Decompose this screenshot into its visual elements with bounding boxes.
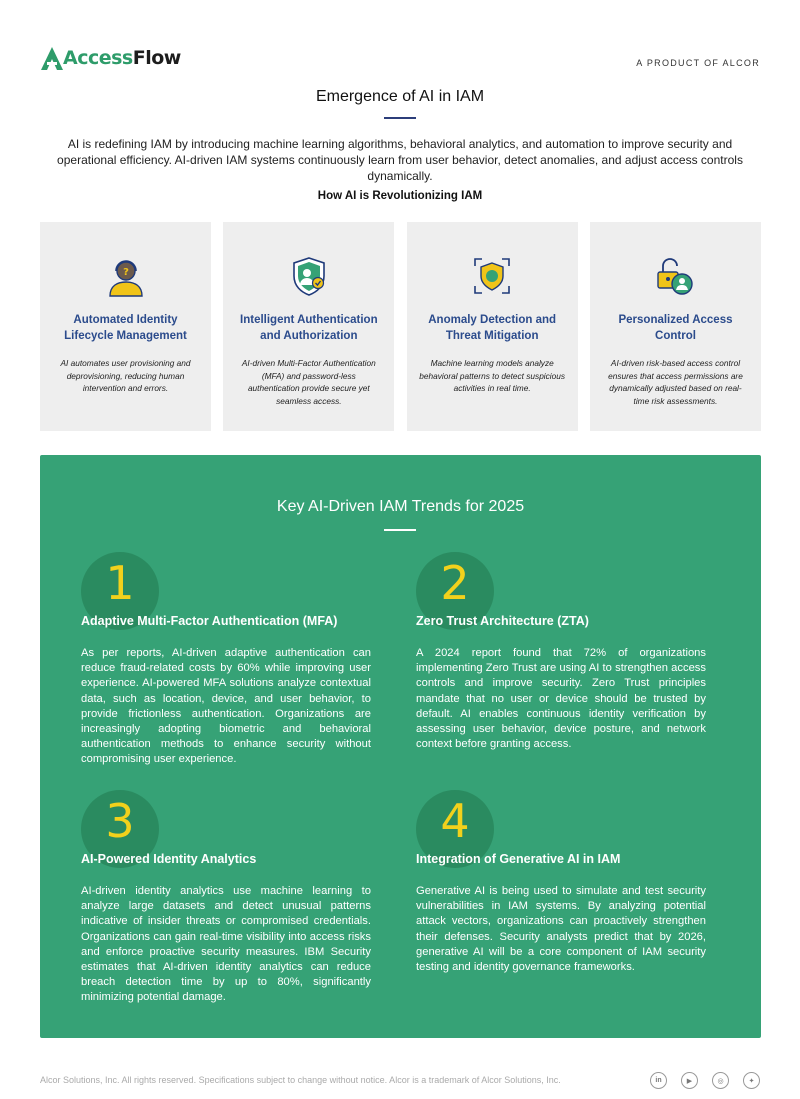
feature-card: [407, 222, 578, 431]
intro-paragraph: AI is redefining IAM by introducing machine learning algorithms, behavioral analytics, and automation to improve security and operational efficiency. AI-driven IAM systems continuously learn from user behavior, detect anomalies, and adjust access controls dynamically.: [57, 137, 743, 183]
trend-body: A 2024 report found that 72% of organizations implementing Zero Trust are using AI to strengthen access controls and improve security. Zero Trust principles mandate that no user or device should be trusted by default. AI enables continuous identity verification by assessing user behavior, device posture, and network context before granting access.: [416, 647, 706, 751]
shield-scan-icon: [470, 254, 514, 298]
trends-section: [40, 455, 761, 1038]
logo-part1: Access: [63, 47, 133, 69]
trends-divider: [384, 529, 416, 531]
trend-title: Zero Trust Architecture (ZTA): [416, 614, 589, 628]
footer-legal: Alcor Solutions, Inc. All rights reserved. Specifications subject to change without notice. Alcor is a trademark of Alcor Solutions, Inc.: [40, 1075, 561, 1085]
linkedin-icon[interactable]: in: [650, 1072, 667, 1089]
user-lifecycle-icon: [104, 254, 148, 298]
trend-title: Adaptive Multi-Factor Authentication (MFA): [81, 614, 338, 628]
trend-number: 4: [440, 794, 470, 848]
section-subheading: How AI is Revolutionizing IAM: [317, 190, 483, 202]
card-title: Intelligent Authentication and Authorization: [240, 314, 378, 342]
product-of-label: A PRODUCT OF ALCOR: [636, 58, 760, 68]
card-description: AI-driven Multi-Factor Authentication (MFA) and password-less authentication provide secure yet seamless access.: [241, 358, 376, 406]
trend-body: AI-driven identity analytics use machine learning to analyze large datasets and detect unusual patterns indicative of insider threats or compromised credentials. Organizations can gain real-time visibility into access risks and enforce proactive security measures. IBM Security estimates that AI-driven identity analytics can reduce breach detection time by up to 80%, significantly minimizing potential damage.: [81, 885, 371, 1004]
logo-mark-icon: [40, 46, 62, 70]
header: [0, 0, 800, 80]
logo-part2: Flow: [132, 47, 181, 69]
feature-card: [223, 222, 394, 431]
trends-title: Key AI-Driven IAM Trends for 2025: [276, 498, 525, 515]
card-description: Machine learning models analyze behavioral patterns to detect suspicious activities in real time.: [419, 358, 566, 394]
feature-cards: [40, 222, 761, 431]
card-title: Personalized Access Control: [618, 314, 733, 342]
trend-title: AI-Powered Identity Analytics: [81, 852, 257, 866]
card-title: Automated Identity Lifecycle Management: [64, 314, 187, 342]
shield-user-check-icon: [287, 254, 331, 298]
title-divider: [384, 117, 416, 119]
trend-number: 3: [105, 794, 135, 848]
svg-text:?: ?: [122, 267, 129, 278]
instagram-icon[interactable]: ◎: [712, 1072, 729, 1089]
trend-body: As per reports, AI-driven adaptive authentication can reduce fraud-related costs by 60% while improving user experience. AI-powered MFA solutions analyze contextual data, such as location, device, and user behavior, to provide frictionless authentication. Organizations are increasingly adopting biometric and behavioral authentication methods to enhance security without compromising user experience.: [81, 647, 371, 766]
card-title: Anomaly Detection and Threat Mitigation: [428, 314, 557, 342]
trend-title: Integration of Generative AI in IAM: [416, 852, 621, 866]
social-links: [650, 1072, 760, 1089]
page-title: Emergence of AI in IAM: [315, 88, 485, 105]
logo-wordmark: [63, 46, 181, 70]
twitter-icon[interactable]: ✦: [743, 1072, 760, 1089]
trend-body: Generative AI is being used to simulate and test security vulnerabilities in IAM systems. By analyzing potential attack vectors, organizations can proactively strengthen their defenses. Security analysts predict that by 2026, generative AI will be a core component of IAM security testing and identity governance frameworks.: [416, 885, 706, 974]
card-description: AI-driven risk-based access control ensures that access permissions are dynamically adjusted based on real-time risk assessments.: [608, 358, 743, 406]
unlocked-user-icon: [653, 254, 697, 298]
trend-number: 1: [105, 556, 135, 610]
feature-card: [40, 222, 211, 431]
trend-number: 2: [440, 556, 470, 610]
feature-card: [590, 222, 761, 431]
youtube-icon[interactable]: ▶: [681, 1072, 698, 1089]
accessflow-logo[interactable]: [40, 44, 181, 72]
card-description: AI automates user provisioning and deprovisioning, reducing human intervention and errors.: [60, 358, 191, 394]
